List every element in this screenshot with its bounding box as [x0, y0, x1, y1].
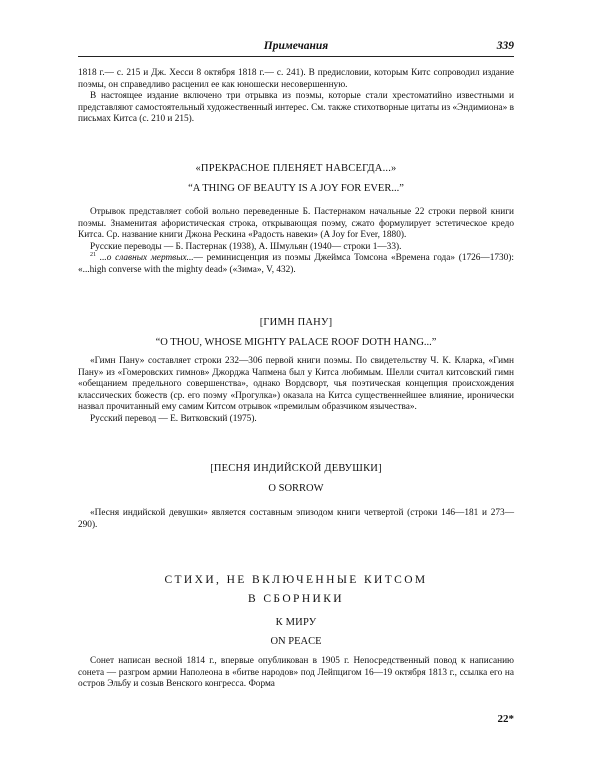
section-title-ru: К МИРУ [275, 617, 317, 628]
section-title-en: ON PEACE [270, 636, 322, 647]
section-paragraph: «Песня индийской девушки» является составным эпизодом книги четвертой (строки 146—181 и 273—290). [78, 508, 514, 530]
section-title-en: “A THING OF BEAUTY IS A JOY FOR EVER...” [188, 183, 404, 194]
intro-paragraph-1: 1818 г.— с. 215 и Дж. Хесси 8 октября 1818 г.— с. 241). В предисловии, которым Китс сопроводил издание поэмы, он справедливо расценил ее как юношески несовершенную. [78, 68, 514, 90]
signature-mark: 22* [497, 713, 514, 725]
intro-section [78, 68, 514, 126]
chapter-title-line-1: СТИХИ, НЕ ВКЛЮЧЕННЫЕ КИТСОМ [164, 574, 428, 586]
section-paragraph: Русский перевод — Е. Витковский (1975). [90, 413, 257, 424]
section-title-ru: «ПРЕКРАСНОЕ ПЛЕНЯЕТ НАВСЕГДА...» [195, 163, 397, 174]
page-number: 339 [496, 40, 514, 52]
header-title: Примечания [263, 40, 329, 52]
note-text: — реминисценция из поэмы Джеймса Томсона «Времена года» (1726—1730): «...high converse with the mighty dead» («Зима», V, 432). [78, 253, 514, 275]
section-paragraph: «Гимн Пану» составляет строки 232—306 первой книги поэмы. По свидетельству Ч. К. Кларка, «Гимн Пану» из «Гомеровских гимнов» Джорджа Чапмена был у Китса любимым. Шелли считал китсовский гимн «обещанием предельного совершенства», однако Вордсворт, чья поэтическая концепция происхождения классических божеств (ср. его поэму «Прогулка») оказала на Китса существеннейшее влияние, иронически назвал прочитанный ему самим Китсом отрывок «премилым образчиком язычества». [78, 356, 514, 413]
section-uncollected-poems [78, 574, 514, 691]
section-beauty [78, 163, 514, 277]
section-note [78, 253, 514, 276]
section-paragraph: Сонет написан весной 1814 г., впервые опубликован в 1905 г. Непосредственный повод к написанию сонета — разгром армии Наполеона в «битве народов» под Лейпцигом 16—19 октября 1813 г., ссылка его на остров Эльбу и созыв Венского конгресса. Форма [78, 656, 514, 690]
chapter-title-line-2: В СБОРНИКИ [247, 593, 345, 605]
section-hymn-to-pan [78, 317, 514, 426]
intro-paragraph-2: В настоящее издание включено три отрывка из поэмы, которые стали хрестоматийно известными и представляют самостоятельный художественный интерес. См. также стихотворные цитаты из «Эндимиона» в письмах Китса (с. 210 и 215). [78, 91, 514, 125]
note-number: 21 [90, 252, 96, 259]
section-title-ru: [ПЕСНЯ ИНДИЙСКОЙ ДЕВУШКИ] [210, 463, 382, 474]
section-paragraph: Отрывок представляет собой вольно переведенные Б. Пастернаком начальные 22 строки первой книги поэмы. Знаменитая афористическая строка, открывающая поэму, сжато формулирует эстетическое кредо Китса. Ср. название книги Джона Рескина «Радость навеки» (A Joy for Ever, 1880). [78, 207, 514, 241]
section-title-ru: [ГИМН ПАНУ] [259, 317, 333, 328]
section-paragraph: Русские переводы — Б. Пастернак (1938), А. Шмульян (1940— строки 1—33). [90, 241, 402, 252]
running-header [78, 40, 514, 57]
section-title-en: O SORROW [268, 483, 324, 494]
section-indian-maid [78, 463, 514, 531]
section-title-en: “O THOU, WHOSE MIGHTY PALACE ROOF DOTH HANG...” [155, 337, 437, 348]
note-quote: ...о славных мертвых... [99, 253, 194, 264]
